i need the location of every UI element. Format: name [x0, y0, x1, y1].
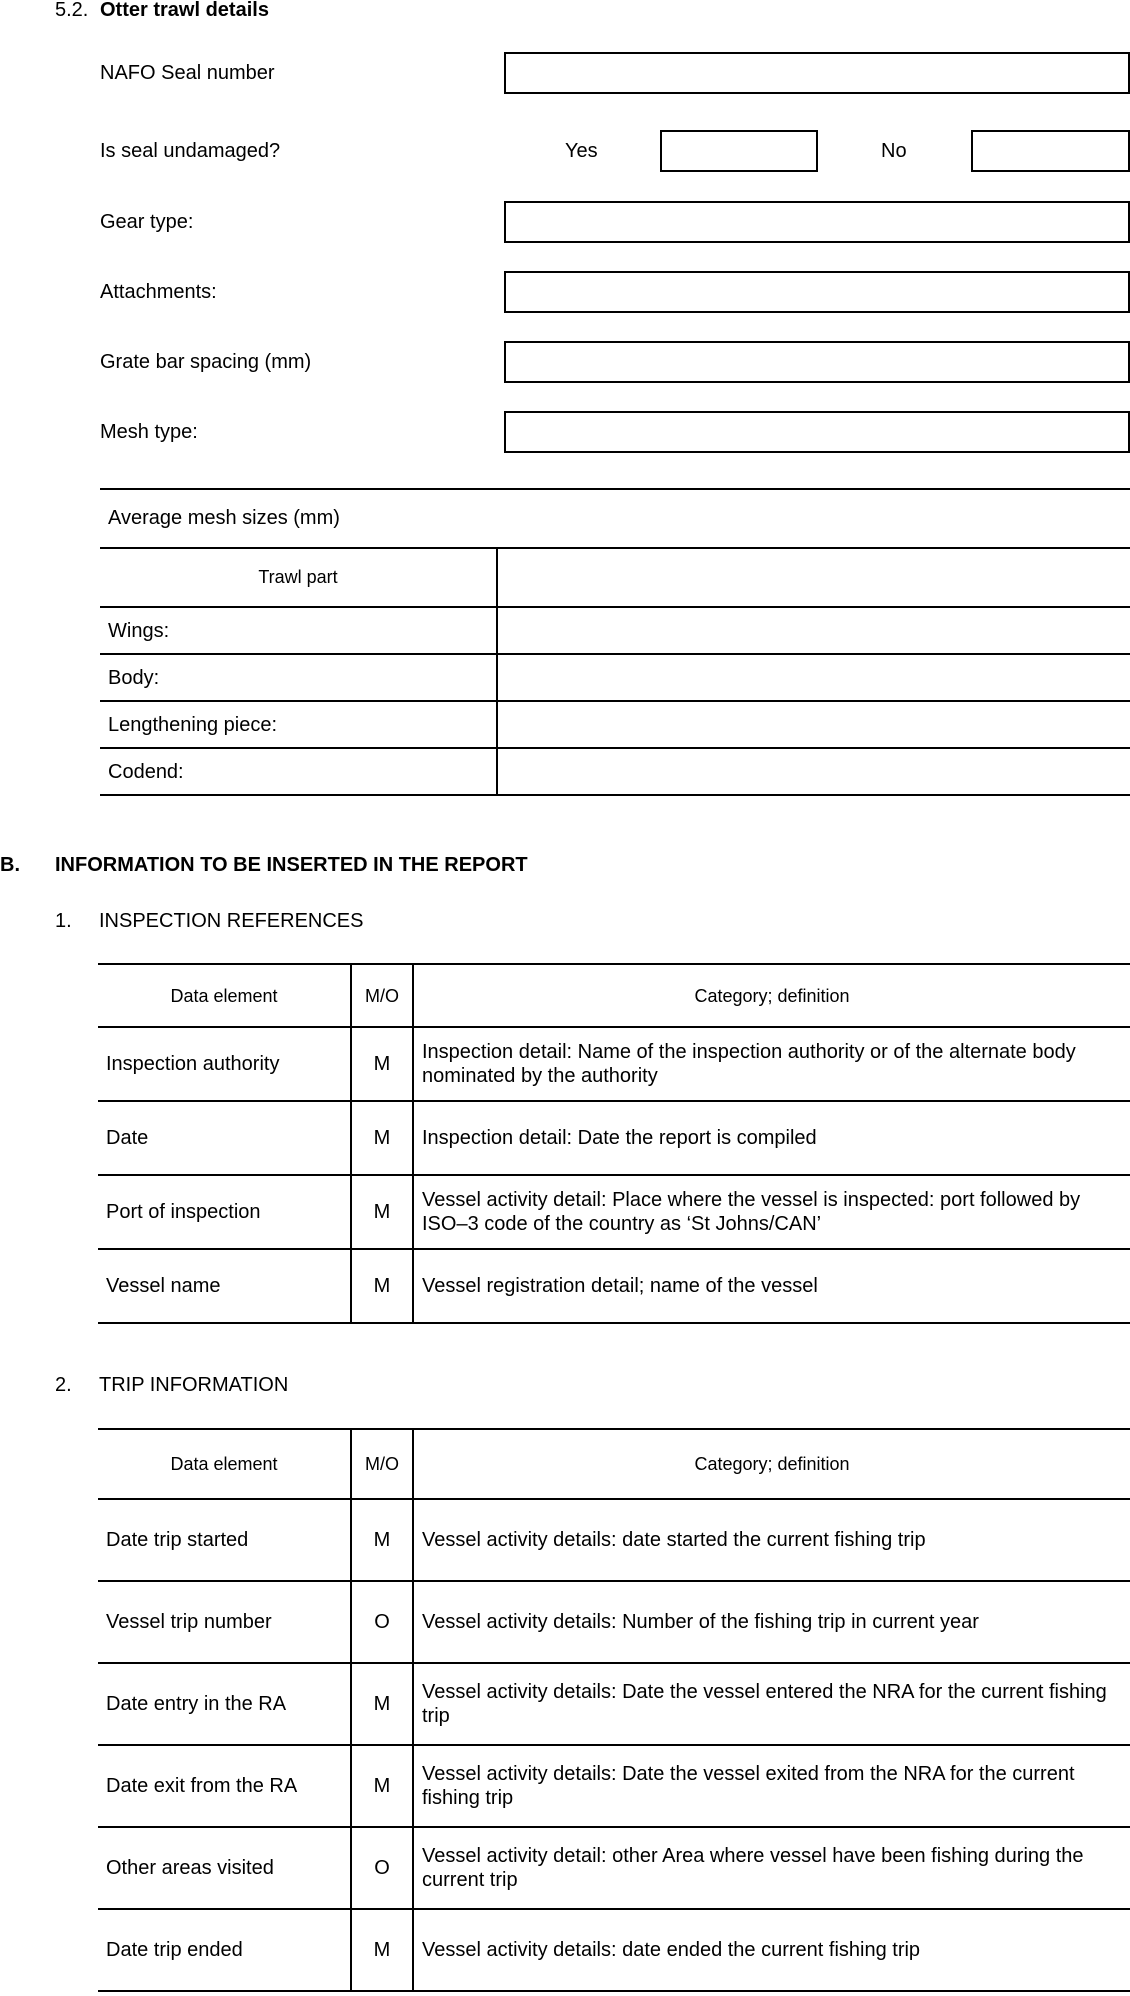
definition-cell: Vessel registration detail; name of the vessel	[413, 1249, 1130, 1323]
inspection-references-table	[98, 963, 1130, 1324]
mesh-size-header-cell[interactable]	[498, 549, 1130, 605]
table-rule	[100, 794, 1130, 796]
section-b-title: INFORMATION TO BE INSERTED IN THE REPORT	[55, 854, 528, 876]
section-title: Otter trawl details	[100, 0, 269, 21]
column-header-definition: Category; definition	[413, 964, 1130, 1027]
column-header-data-element: Data element	[98, 964, 351, 1027]
mesh-type-field[interactable]	[504, 411, 1130, 453]
data-element-cell: Date exit from the RA	[98, 1745, 351, 1827]
section-b-letter: B.	[0, 854, 20, 876]
mesh-type-label: Mesh type:	[100, 421, 198, 443]
data-element-cell: Date trip ended	[98, 1909, 351, 1991]
table-row	[98, 1909, 1130, 1991]
trawl-part-body: Body:	[108, 666, 160, 689]
data-element-cell: Port of inspection	[98, 1175, 351, 1249]
gear-type-label: Gear type:	[100, 211, 194, 233]
mesh-size-wings-field[interactable]	[498, 608, 1130, 653]
table-row	[98, 1827, 1130, 1909]
seal-undamaged-label: Is seal undamaged?	[100, 140, 281, 162]
mo-cell: M	[351, 1499, 413, 1581]
mesh-size-lengthening-piece-field[interactable]	[498, 702, 1130, 747]
definition-cell: Vessel activity details: Date the vessel exited from the NRA for the current fishing trip	[413, 1745, 1130, 1827]
definition-cell: Vessel activity details: Date the vessel entered the NRA for the current fishing trip	[413, 1663, 1130, 1745]
subsection-number: 1.	[55, 910, 72, 932]
trawl-part-wings: Wings:	[108, 619, 170, 642]
definition-cell: Vessel activity details: Number of the fishing trip in current year	[413, 1581, 1130, 1663]
subsection-title: INSPECTION REFERENCES	[99, 910, 364, 932]
mo-cell: M	[351, 1909, 413, 1991]
seal-undamaged-yes-field[interactable]	[660, 130, 818, 172]
table-row	[98, 1581, 1130, 1663]
mo-cell: O	[351, 1581, 413, 1663]
no-label: No	[881, 140, 907, 162]
table-row	[98, 1663, 1130, 1745]
gear-type-field[interactable]	[504, 201, 1130, 243]
subsection-title: TRIP INFORMATION	[99, 1374, 289, 1396]
column-header-definition: Category; definition	[413, 1429, 1130, 1499]
mo-cell: M	[351, 1249, 413, 1323]
column-header-data-element: Data element	[98, 1429, 351, 1499]
definition-cell: Vessel activity details: date ended the current fishing trip	[413, 1909, 1130, 1991]
column-header-mo: M/O	[351, 1429, 413, 1499]
grate-bar-spacing-field[interactable]	[504, 341, 1130, 383]
table-row	[98, 1499, 1130, 1581]
attachments-field[interactable]	[504, 271, 1130, 313]
grate-bar-spacing-label: Grate bar spacing (mm)	[100, 351, 312, 373]
table-row	[98, 1175, 1130, 1249]
data-element-cell: Other areas visited	[98, 1827, 351, 1909]
mesh-size-body-field[interactable]	[498, 655, 1130, 700]
definition-cell: Vessel activity detail: Place where the vessel is inspected: port followed by ISO–3 code of the country as ‘St Johns/CAN’	[413, 1175, 1130, 1249]
definition-cell: Inspection detail: Date the report is compiled	[413, 1101, 1130, 1175]
data-element-cell: Vessel trip number	[98, 1581, 351, 1663]
trawl-part-codend: Codend:	[108, 760, 184, 783]
mo-cell: M	[351, 1101, 413, 1175]
section-number: 5.2.	[55, 0, 89, 21]
definition-cell: Vessel activity details: date started the current fishing trip	[413, 1499, 1130, 1581]
table-header-row	[98, 964, 1130, 1027]
table-header-row	[98, 1429, 1130, 1499]
table-row	[98, 1027, 1130, 1101]
data-element-cell: Date entry in the RA	[98, 1663, 351, 1745]
data-element-cell: Date trip started	[98, 1499, 351, 1581]
definition-cell: Inspection detail: Name of the inspection authority or of the alternate body nominated by the authority	[413, 1027, 1130, 1101]
column-divider	[496, 549, 498, 796]
mo-cell: O	[351, 1827, 413, 1909]
nafo-seal-number-field[interactable]	[504, 52, 1130, 94]
trawl-part-header: Trawl part	[258, 567, 338, 587]
trip-information-table	[98, 1428, 1130, 1992]
nafo-seal-number-label: NAFO Seal number	[100, 62, 275, 84]
trawl-part-lengthening-piece: Lengthening piece:	[108, 713, 278, 736]
table-row	[98, 1745, 1130, 1827]
yes-label: Yes	[565, 140, 598, 162]
definition-cell: Vessel activity detail: other Area where vessel have been fishing during the current trip	[413, 1827, 1130, 1909]
mo-cell: M	[351, 1027, 413, 1101]
mo-cell: M	[351, 1663, 413, 1745]
subsection-number: 2.	[55, 1374, 72, 1396]
column-header-mo: M/O	[351, 964, 413, 1027]
mesh-size-codend-field[interactable]	[498, 749, 1130, 794]
mo-cell: M	[351, 1745, 413, 1827]
attachments-label: Attachments:	[100, 281, 217, 303]
data-element-cell: Vessel name	[98, 1249, 351, 1323]
seal-undamaged-no-field[interactable]	[971, 130, 1130, 172]
mo-cell: M	[351, 1175, 413, 1249]
table-row	[98, 1101, 1130, 1175]
mesh-table-title: Average mesh sizes (mm)	[108, 507, 340, 529]
table-row	[98, 1249, 1130, 1323]
data-element-cell: Inspection authority	[98, 1027, 351, 1101]
data-element-cell: Date	[98, 1101, 351, 1175]
